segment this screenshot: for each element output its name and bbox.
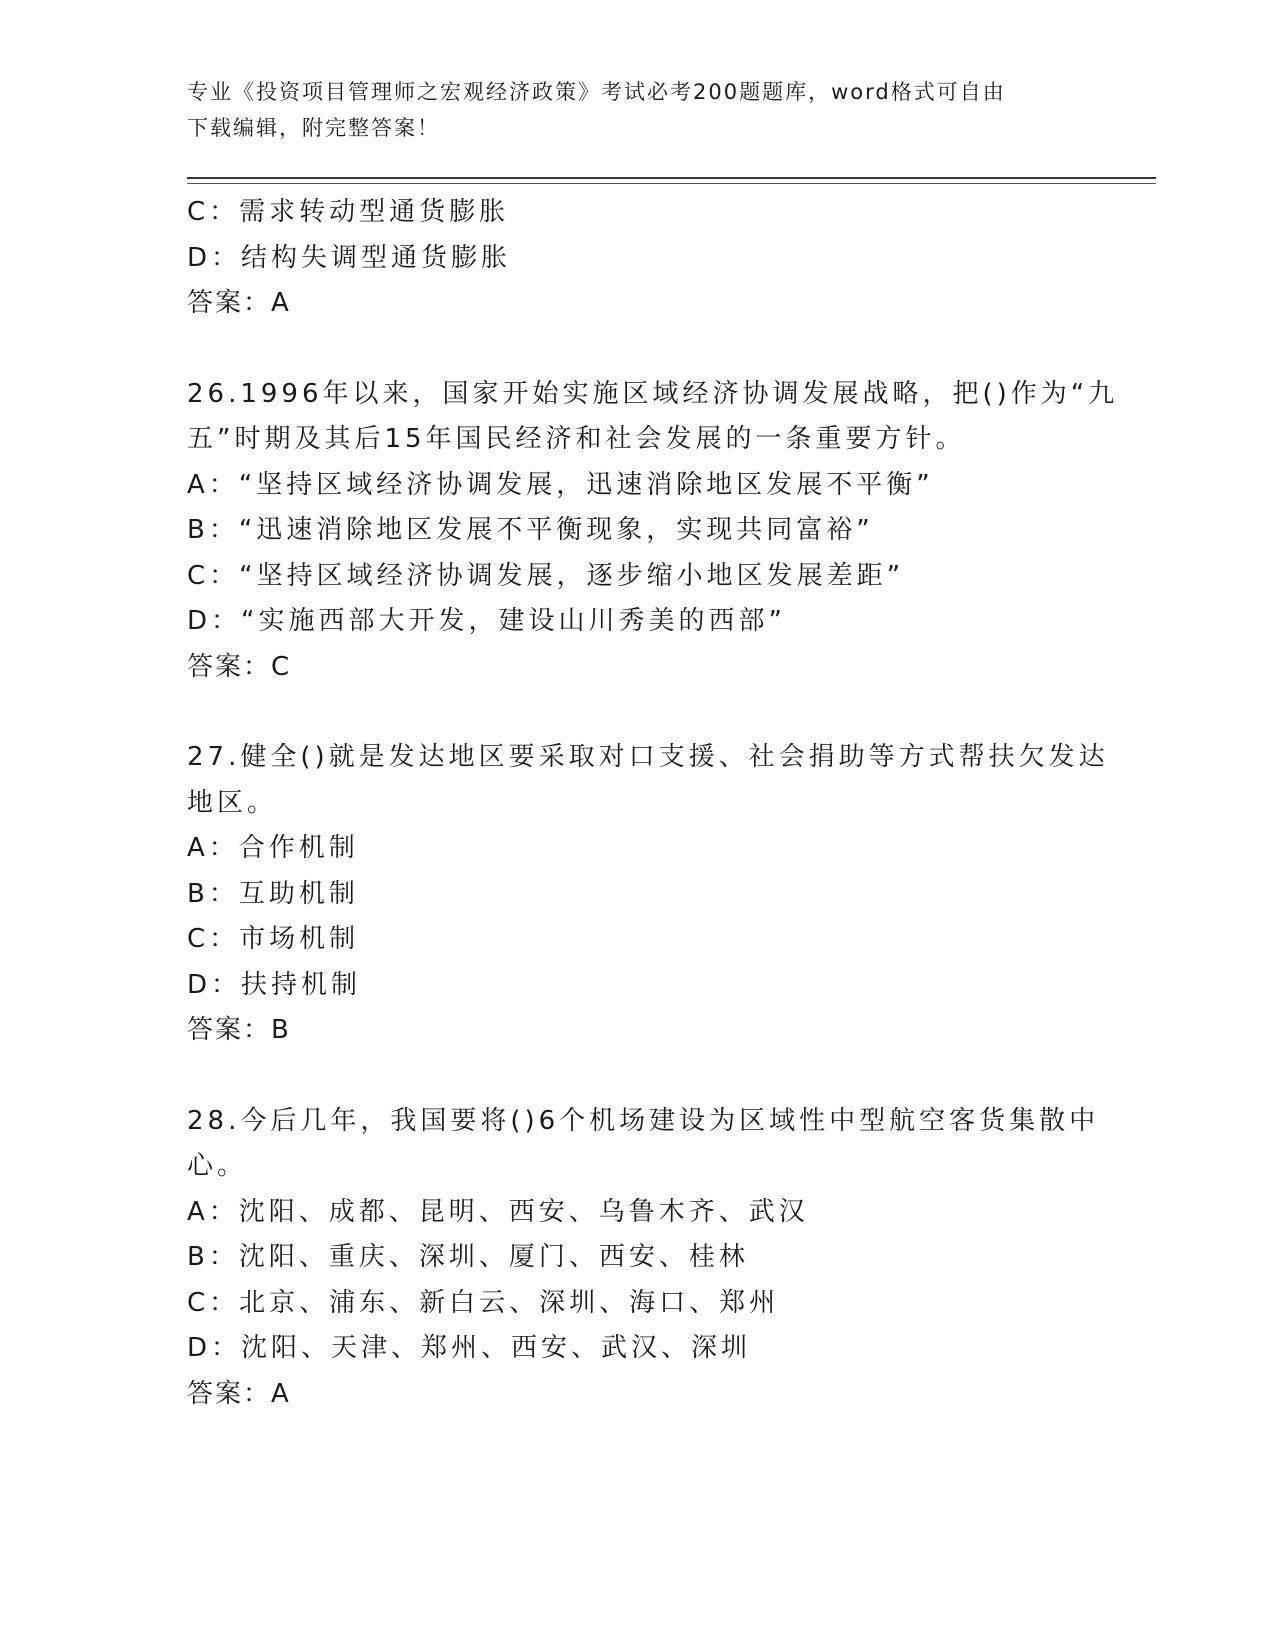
option-b: B：“迅速消除地区发展不平衡现象，实现共同富裕”: [187, 515, 874, 545]
option-a: A：沈阳、成都、昆明、西安、乌鲁木齐、武汉: [187, 1196, 809, 1227]
header-line-2: 下载编辑，附完整答案！: [187, 116, 440, 140]
option-a: A：“坚持区域经济协调发展，迅速消除地区发展不平衡”: [187, 469, 934, 500]
question-text-line-2: 五”时期及其后15年国民经济和社会发展的一条重要方针。: [187, 424, 966, 454]
answer: 答案：A: [187, 1378, 291, 1409]
option-b: B：互助机制: [187, 878, 359, 909]
question-text-line-1: 27.健全()就是发达地区要采取对口支援、社会捐助等方式帮扶欠发达: [187, 742, 1109, 772]
spacer: [187, 327, 1087, 372]
option-c: C：需求转动型通货膨胀: [187, 197, 510, 227]
answer: 答案：B: [187, 1015, 291, 1045]
question-26: [187, 372, 1119, 691]
question-28: [187, 1099, 1100, 1418]
question-text-line-1: 28.今后几年，我国要将()6个机场建设为区域性中型航空客货集散中: [187, 1105, 1100, 1136]
spacer: [187, 690, 1087, 735]
spacer: [187, 1054, 1087, 1099]
option-b: B：沈阳、重庆、深圳、厦门、西安、桂林: [187, 1242, 749, 1272]
question-content: [187, 190, 1119, 1417]
header-line-1: 专业《投资项目管理师之宏观经济政策》考试必考200题题库，word格式可自由: [187, 80, 1006, 104]
option-c: C：市场机制: [187, 924, 360, 954]
question-text-line-2: 心。: [187, 1151, 248, 1181]
option-d: D：沈阳、天津、郑州、西安、武汉、深圳: [187, 1333, 752, 1363]
prev-question-tail: [187, 190, 1087, 327]
option-d: D：“实施西部大开发，建设山川秀美的西部”: [187, 606, 786, 636]
question-27: [187, 735, 1109, 1054]
answer: 答案：A: [187, 288, 291, 318]
document-header: [187, 74, 1087, 146]
question-text-line-1: 26.1996年以来，国家开始实施区域经济协调发展战略，把()作为“九: [187, 378, 1119, 409]
header-rule-thin: [187, 183, 1156, 184]
answer: 答案：C: [187, 651, 292, 682]
option-d: D：扶持机制: [187, 969, 362, 1000]
header-rule-thick: [187, 177, 1156, 179]
option-c: C：北京、浦东、新白云、深圳、海口、郑州: [187, 1287, 780, 1318]
option-d: D：结构失调型通货膨胀: [187, 242, 512, 273]
option-c: C：“坚持区域经济协调发展，逐步缩小地区发展差距”: [187, 560, 905, 591]
question-text-line-2: 地区。: [187, 787, 278, 818]
option-a: A：合作机制: [187, 833, 359, 863]
